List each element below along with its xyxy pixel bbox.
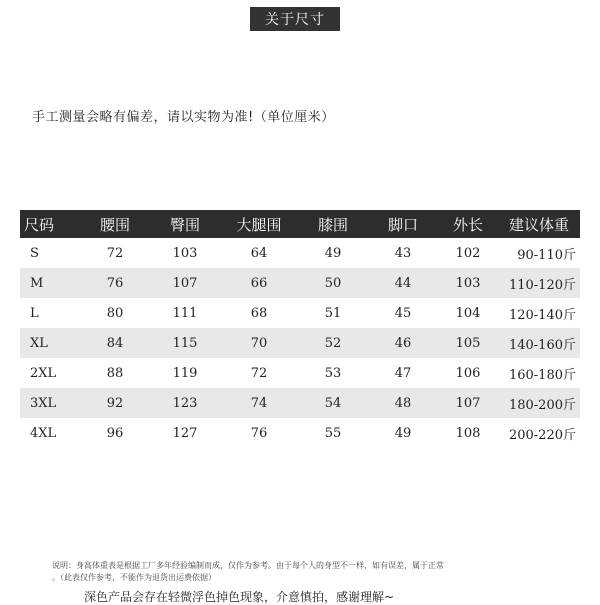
table-row	[20, 238, 580, 268]
measurement-note: 手工测量会略有偏差，请以实物为准!（单位厘米）	[32, 110, 335, 125]
footnote	[52, 560, 572, 584]
cell-thigh: 72	[250, 365, 268, 381]
cell-hem: 47	[394, 365, 412, 381]
col-header-hip: 臀围	[150, 210, 220, 238]
cell-thigh: 76	[250, 425, 268, 441]
col-header-size: 尺码	[20, 210, 80, 238]
size-table	[20, 210, 580, 448]
cell-weight: 110-120斤	[498, 268, 580, 298]
cell-waist: 92	[80, 388, 150, 418]
cell-length: 105	[438, 328, 498, 358]
col-header-thigh: 大腿围	[220, 210, 298, 238]
footnote-line: 。（此表仅作参考，不能作为退货出运费依据）	[52, 573, 216, 582]
cell-knee: 50	[298, 268, 368, 298]
table-row	[20, 418, 580, 448]
cell-weight: 90-110斤	[517, 247, 576, 263]
cell-length: 107	[438, 388, 498, 418]
cell-hip: 103	[172, 245, 198, 261]
cell-size: L	[30, 305, 39, 321]
cell-hip: 123	[150, 388, 220, 418]
cell-weight: 140-160斤	[498, 328, 580, 358]
footnote-line: 说明：身高体重表是根据工厂多年经验编制而成，仅作为参考。由于每个人的身型不一样，如有误差，属于正常	[52, 561, 444, 570]
cell-thigh: 68	[250, 305, 268, 321]
cell-length: 104	[455, 305, 481, 321]
cell-length: 103	[438, 268, 498, 298]
cell-knee: 49	[324, 245, 342, 261]
cell-waist: 80	[106, 305, 124, 321]
cell-waist: 84	[80, 328, 150, 358]
table-row	[20, 388, 580, 418]
col-header-waist: 腰围	[80, 210, 150, 238]
cell-knee: 55	[324, 425, 342, 441]
cell-knee: 52	[298, 328, 368, 358]
cell-waist: 88	[106, 365, 124, 381]
cell-hip: 127	[172, 425, 198, 441]
cell-length: 108	[455, 425, 481, 441]
cell-size: 2XL	[30, 365, 57, 381]
cell-hem: 46	[368, 328, 438, 358]
cell-waist: 76	[80, 268, 150, 298]
table-row	[20, 328, 580, 358]
cell-size: S	[30, 245, 39, 261]
table-row	[20, 298, 580, 328]
cell-waist: 72	[106, 245, 124, 261]
cell-thigh: 70	[220, 328, 298, 358]
cell-weight: 200-220斤	[508, 427, 576, 443]
cell-hem: 44	[368, 268, 438, 298]
cell-hip: 119	[172, 365, 198, 381]
col-header-weight: 建议体重	[498, 210, 580, 238]
cell-hip: 115	[150, 328, 220, 358]
cell-thigh: 74	[220, 388, 298, 418]
cell-hem: 43	[394, 245, 412, 261]
cell-weight: 160-180斤	[508, 367, 576, 383]
cell-thigh: 66	[220, 268, 298, 298]
cell-hem: 45	[394, 305, 412, 321]
col-header-hem: 脚口	[368, 210, 438, 238]
cell-weight: 120-140斤	[508, 307, 576, 323]
cell-size: M	[20, 268, 80, 298]
col-header-knee: 膝围	[298, 210, 368, 238]
color-fade-note: 深色产品会存在轻微浮色掉色现象，介意慎拍，感谢理解~	[84, 590, 395, 604]
cell-length: 106	[455, 365, 481, 381]
cell-hip: 111	[172, 305, 198, 321]
cell-thigh: 64	[250, 245, 268, 261]
col-header-length: 外长	[438, 210, 498, 238]
cell-size: 3XL	[20, 388, 80, 418]
cell-knee: 51	[324, 305, 342, 321]
cell-hem: 49	[394, 425, 412, 441]
cell-weight: 180-200斤	[498, 388, 580, 418]
cell-size: XL	[20, 328, 80, 358]
cell-size: 4XL	[30, 425, 57, 441]
table-header-row	[20, 210, 580, 238]
section-title: 关于尺寸	[250, 7, 340, 31]
cell-knee: 53	[324, 365, 342, 381]
cell-waist: 96	[106, 425, 124, 441]
cell-knee: 54	[298, 388, 368, 418]
cell-length: 102	[455, 245, 481, 261]
cell-hip: 107	[150, 268, 220, 298]
table-row	[20, 358, 580, 388]
table-row	[20, 268, 580, 298]
cell-hem: 48	[368, 388, 438, 418]
